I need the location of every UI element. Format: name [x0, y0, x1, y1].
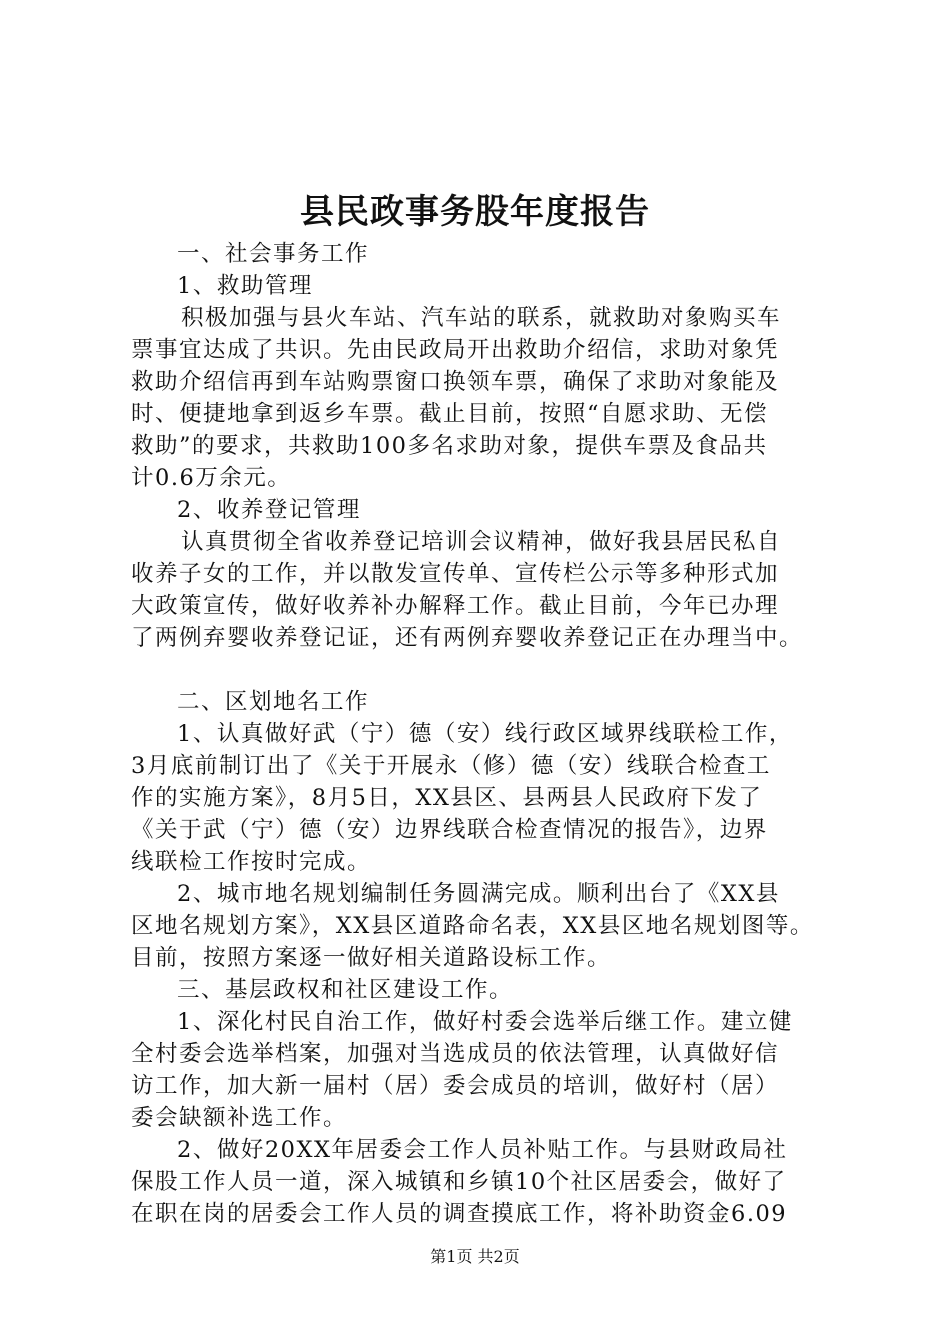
body-line: 区地名规划方案》，XX县区道路命名表，XX县区地名规划图等。 [131, 913, 814, 939]
body-line: 2、收养登记管理 [177, 497, 361, 523]
body-line: 作的实施方案》，8月5日，XX县区、县两县人民政府下发了 [131, 785, 763, 811]
body-line: 2、城市地名规划编制任务圆满完成。顺利出台了《XX县 [177, 881, 780, 907]
body-line: 1、认真做好武（宁）德（安）线行政区域界线联检工作， [177, 721, 793, 747]
body-line: 访工作，加大新一届村（居）委会成员的培训，做好村（居） [131, 1073, 780, 1099]
body-line: 二、区划地名工作 [177, 689, 370, 715]
blank-line [131, 654, 843, 686]
body-line: 三、基层政权和社区建设工作。 [177, 977, 514, 1003]
body-line: 1、深化村民自治工作，做好村委会选举后继工作。建立健 [177, 1009, 793, 1035]
body-line: 一、社会事务工作 [177, 241, 370, 267]
body-line: 《关于武（宁）德（安）边界线联合检查情况的报告》，边界 [131, 817, 768, 843]
document-title: 县民政事务股年度报告 [300, 192, 650, 232]
body-line: 时、便捷地拿到返乡车票。截止目前，按照“自愿求助、无偿 [131, 401, 769, 427]
body-line: 1、救助管理 [177, 273, 313, 299]
body-line: 大政策宣传，做好收养补办解释工作。截止目前，今年已办理 [131, 593, 780, 619]
body-line: 计0.6万余元。 [131, 465, 292, 491]
body-line: 全村委会选举档案，加强对当选成员的依法管理，认真做好信 [131, 1041, 780, 1067]
body-line: 2、做好20XX年居委会工作人员补贴工作。与县财政局社 [177, 1137, 788, 1163]
body-line: 救助”的要求，共救助100多名求助对象，提供车票及食品共 [131, 433, 768, 459]
document-body [131, 238, 843, 1230]
body-line: 票事宜达成了共识。先由民政局开出救助介绍信，求助对象凭 [131, 337, 780, 363]
body-line: 认真贯彻全省收养登记培训会议精神，做好我县居民私自 [181, 529, 782, 555]
body-line: 目前，按照方案逐一做好相关道路设标工作。 [131, 945, 612, 971]
body-line: 委会缺额补选工作。 [131, 1105, 348, 1131]
body-line: 在职在岗的居委会工作人员的调查摸底工作，将补助资金6.09 [131, 1201, 788, 1227]
body-line: 救助介绍信再到车站购票窗口换领车票，确保了求助对象能及 [131, 369, 780, 395]
body-line: 线联检工作按时完成。 [131, 849, 372, 875]
body-line: 保股工作人员一道，深入城镇和乡镇10个社区居委会，做好了 [131, 1169, 787, 1195]
body-line: 3月底前制订出了《关于开展永（修）德（安）线联合检查工 [131, 753, 771, 779]
page-footer: 第1页 共2页 [430, 1247, 520, 1266]
body-line: 了两例弃婴收养登记证，还有两例弃婴收养登记正在办理当中。 [131, 625, 804, 651]
body-line: 收养子女的工作，并以散发宣传单、宣传栏公示等多种形式加 [131, 561, 780, 587]
body-line: 积极加强与县火车站、汽车站的联系，就救助对象购买车 [181, 305, 782, 331]
